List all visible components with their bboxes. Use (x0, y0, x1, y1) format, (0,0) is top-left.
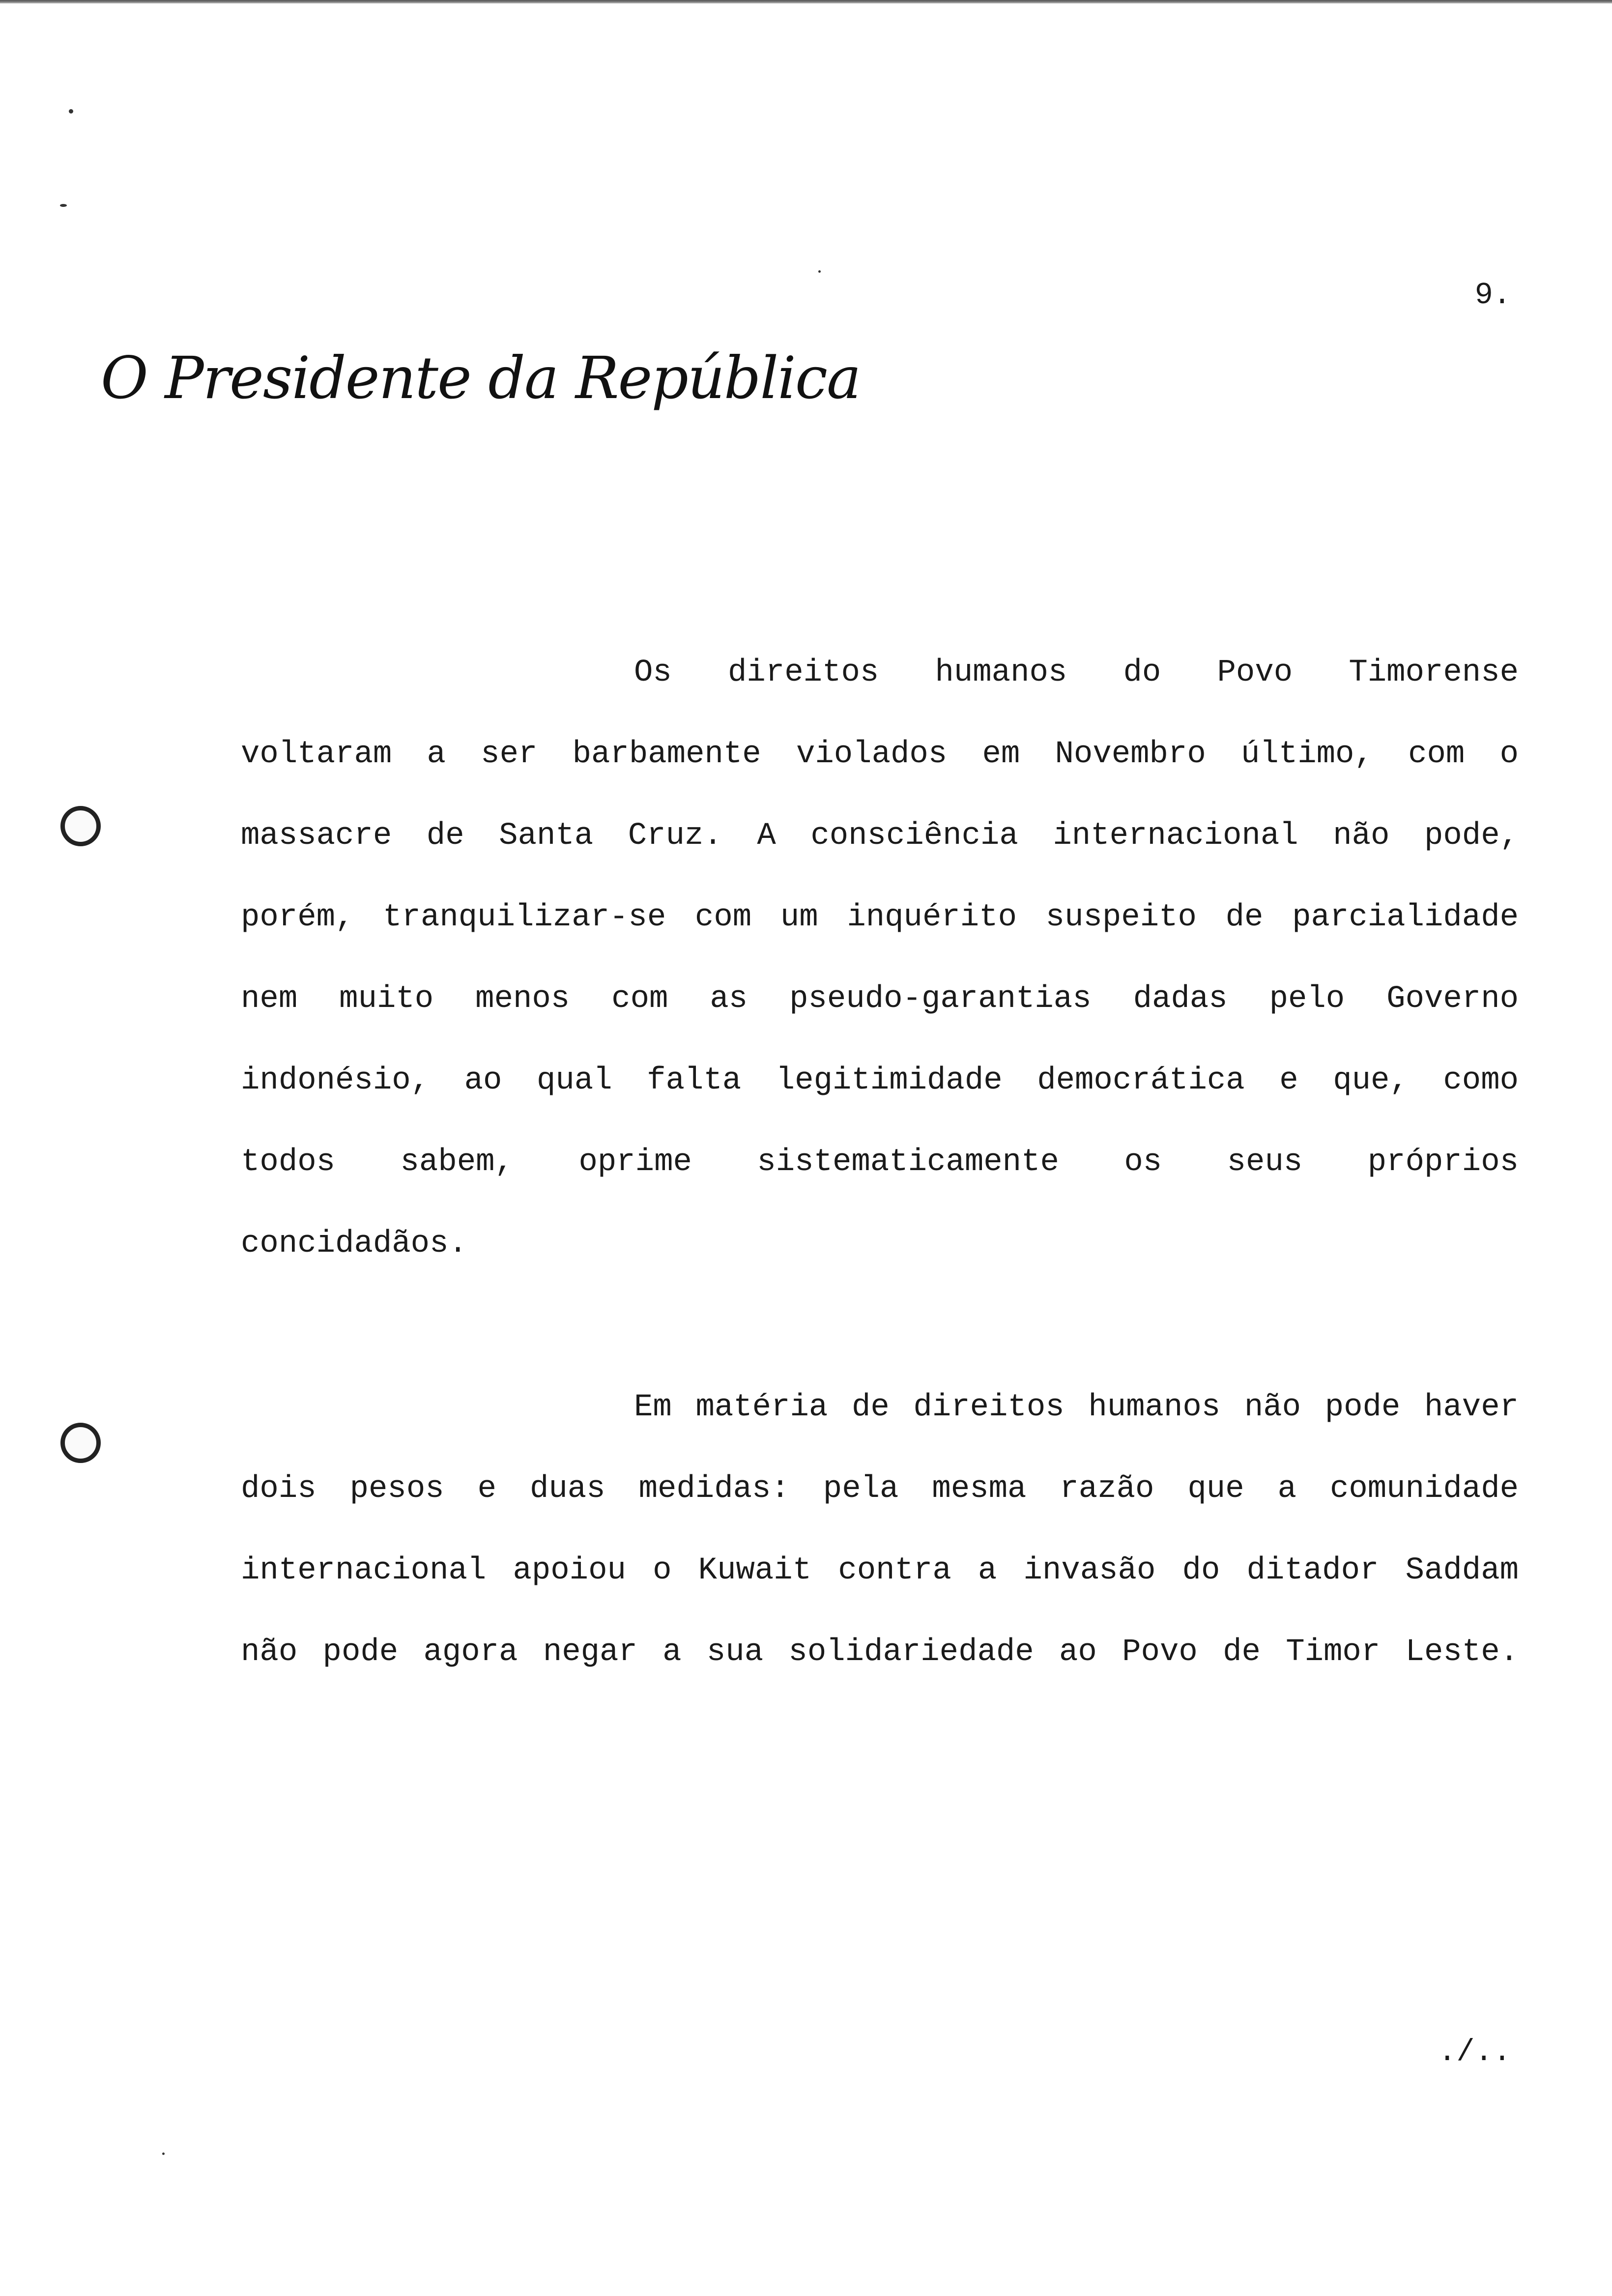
paragraph-line: internacional apoiou o Kuwait contra a invasão do ditador Saddam (241, 1553, 1519, 1588)
paragraph-1 (241, 632, 1519, 1285)
scan-speck (69, 109, 73, 114)
paragraph-line: não pode agora negar a sua solidariedade ao Povo de Timor Leste. (241, 1635, 1519, 1670)
punch-hole-upper (60, 806, 101, 846)
scan-speck (60, 204, 67, 207)
paragraph-line: dois pesos e duas medidas: pela mesma razão que a comunidade (241, 1471, 1519, 1507)
paragraph-line: porém, tranquilizar-se com um inquérito suspeito de parcialidade (241, 900, 1519, 935)
paragraph-line: concidadãos. (241, 1226, 467, 1262)
paragraph-line: Os direitos humanos do Povo Timorense (634, 655, 1519, 690)
paragraph-line: Em matéria de direitos humanos não pode haver (634, 1390, 1519, 1425)
punch-hole-lower (60, 1423, 101, 1463)
paragraph-line: indonésio, ao qual falta legitimidade democrática e que, como (241, 1063, 1519, 1098)
paragraph-line: nem muito menos com as pseudo-garantias dadas pelo Governo (241, 981, 1519, 1017)
paragraph-line: todos sabem, oprime sistematicamente os seus próprios (241, 1145, 1519, 1180)
top-scan-edge (0, 0, 1612, 4)
scan-speck (818, 270, 821, 273)
paragraph-line: voltaram a ser barbamente violados em Novembro último, com o (241, 737, 1519, 772)
scan-speck (162, 2152, 165, 2155)
paragraph-line: massacre de Santa Cruz. A consciência internacional não pode, (241, 818, 1519, 854)
continuation-mark: ./.. (1438, 2035, 1511, 2069)
page-number: 9. (1474, 278, 1511, 313)
letterhead-title: O Presidente da República (101, 344, 861, 412)
paragraph-2 (241, 1367, 1519, 1693)
